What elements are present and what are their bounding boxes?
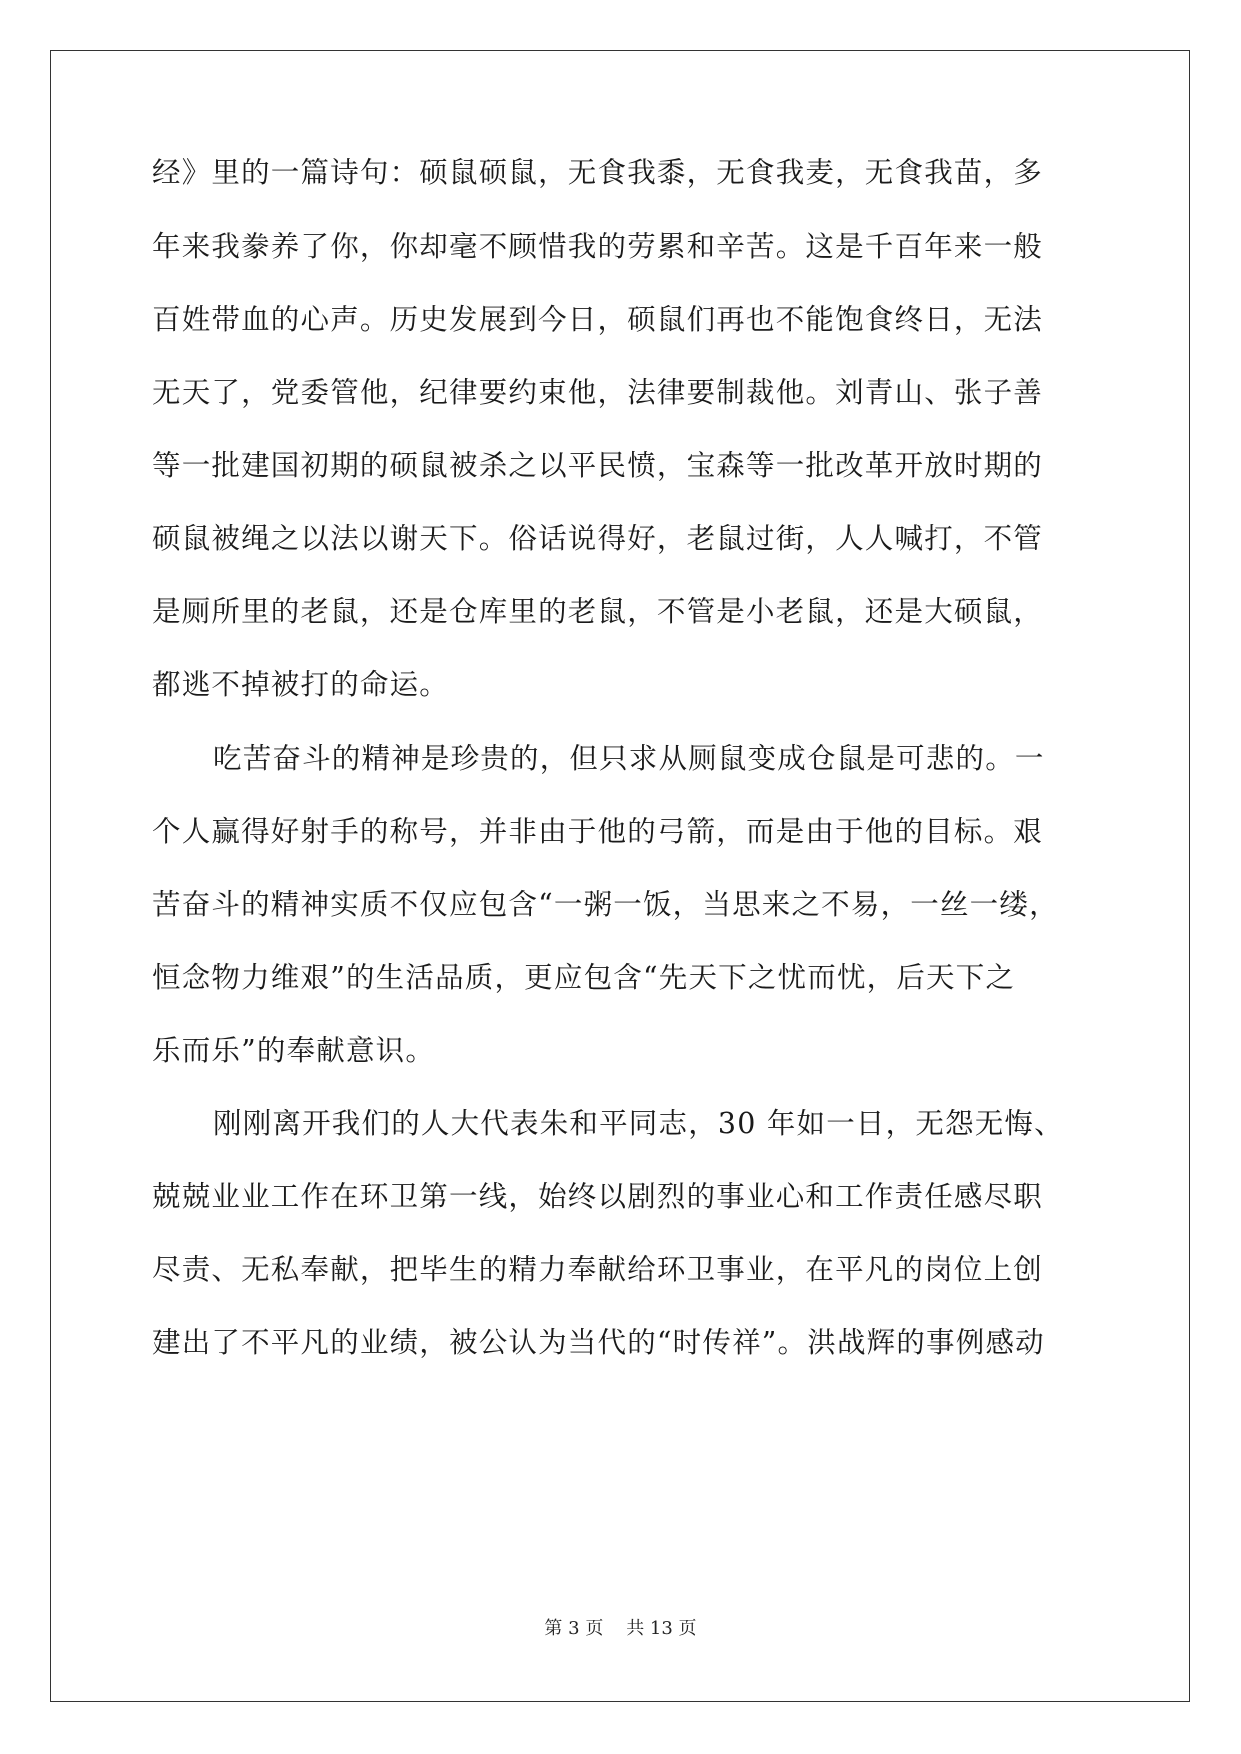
text-line: 无天了，党委管他，纪律要约束他，法律要制裁他。刘青山、张子善 [152,376,1044,409]
text-line: 乐而乐”的奉献意识。 [152,1034,436,1067]
paragraph-start-line: 刚刚离开我们的人大代表朱和平同志，30 年如一日，无怨无悔、 [213,1107,1064,1140]
text-line: 恒念物力维艰”的生活品质，更应包含“先天下之忧而忧，后天下之 [152,961,1016,994]
text-line: 经》里的一篇诗句：硕鼠硕鼠，无食我黍，无食我麦，无食我苗，多 [152,156,1044,189]
text-line: 个人赢得好射手的称号，并非由于他的弓箭，而是由于他的目标。艰 [152,815,1044,848]
text-line: 等一批建国初期的硕鼠被杀之以平民愤，宝森等一批改革开放时期的 [152,449,1044,482]
page-footer [0,1618,1241,1640]
text-line: 百姓带血的心声。历史发展到今日，硕鼠们再也不能饱食终日，无法 [152,303,1044,336]
page-number-label: 第 3 页 共 13 页 [544,1618,697,1639]
text-line: 都逃不掉被打的命运。 [152,668,450,701]
text-line: 建出了不平凡的业绩，被公认为当代的“时传祥”。洪战辉的事例感动 [152,1326,1045,1359]
text-line: 尽责、无私奉献，把毕生的精力奉献给环卫事业，在平凡的岗位上创 [152,1253,1044,1286]
page-border [50,50,1190,1702]
text-line: 硕鼠被绳之以法以谢天下。俗话说得好，老鼠过街，人人喊打，不管 [152,522,1044,555]
text-line: 是厕所里的老鼠，还是仓库里的老鼠，不管是小老鼠，还是大硕鼠， [152,595,1044,628]
text-line: 年来我豢养了你，你却毫不顾惜我的劳累和辛苦。这是千百年来一般 [152,230,1044,263]
text-line: 苦奋斗的精神实质不仅应包含“一粥一饭，当思来之不易，一丝一缕， [152,888,1059,921]
paragraph-start-line: 吃苦奋斗的精神是珍贵的，但只求从厕鼠变成仓鼠是可悲的。一 [213,742,1045,775]
text-line: 兢兢业业工作在环卫第一线，始终以剧烈的事业心和工作责任感尽职 [152,1180,1044,1213]
